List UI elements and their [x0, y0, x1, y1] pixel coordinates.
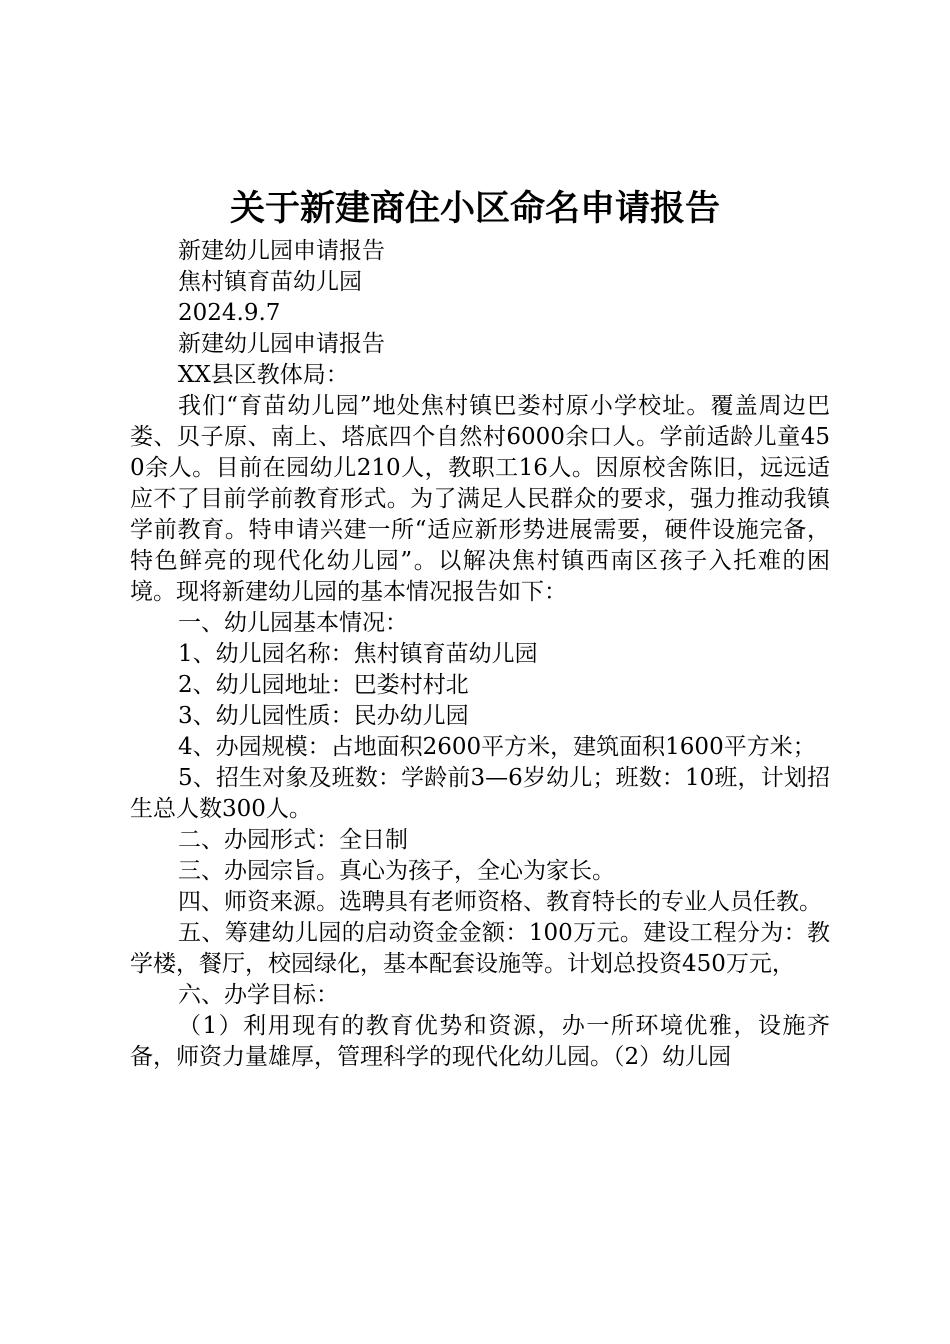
section-heading-4: 四、师资来源。选聘具有老师资格、教育特长的专业人员任教。: [178, 889, 822, 915]
doc-recipient: XX县区教体局：: [178, 362, 349, 388]
section-heading-3: 三、办园宗旨。真心为孩子，全心为家长。: [178, 858, 615, 884]
document-body: [130, 236, 830, 1073]
doc-organization: 焦村镇育苗幼儿园: [178, 269, 362, 295]
list-item-enrollment: 5、招生对象及班数：学龄前3—6岁幼儿；班数：10班，计划招生总人数300人。: [130, 765, 830, 822]
list-item-scale: 4、办园规模：占地面积2600平方米，建筑面积1600平方米；: [178, 734, 816, 760]
section-heading-2: 二、办园形式：全日制: [178, 827, 408, 853]
section-heading-1: 一、幼儿园基本情况：: [178, 610, 408, 636]
section-heading-6: 六、办学目标：: [178, 982, 339, 1008]
doc-intro-paragraph: 我们“育苗幼儿园”地处焦村镇巴娄村原小学校址。覆盖周边巴娄、贝子原、南上、塔底四个自然村6000余口人。学前适龄儿童450余人。目前在园幼儿210人，教职工16人。因原校舍陈旧，远远适应不了目前学前教育形式。为了满足人民群众的要求，强力推动我镇学前教育。特申请兴建一所“适应新形势进展需要，硬件设施完备，特色鲜亮的现代化幼儿园”。以解决焦村镇西南区孩子入托难的困境。现将新建幼儿园的基本情况报告如下：: [130, 393, 830, 605]
doc-subtitle: 新建幼儿园申请报告: [178, 238, 385, 264]
goal-paragraph: （1）利用现有的教育优势和资源，办一所环境优雅，设施齐备，师资力量雄厚，管理科学的现代化幼儿园。（2）幼儿园: [130, 1013, 830, 1070]
list-item-nature: 3、幼儿园性质：民办幼儿园: [178, 703, 469, 729]
doc-date: 2024.9.7: [178, 300, 281, 326]
list-item-address: 2、幼儿园地址：巴娄村村北: [178, 672, 469, 698]
document-title: 关于新建商住小区命名申请报告: [229, 188, 720, 229]
section-heading-5: 五、筹建幼儿园的启动资金金额：100万元。建设工程分为：教学楼，餐厅，校园绿化，基本配套设施等。计划总投资450万元，: [130, 920, 830, 977]
list-item-name: 1、幼儿园名称：焦村镇育苗幼儿园: [178, 641, 538, 667]
doc-subtitle-repeat: 新建幼儿园申请报告: [178, 331, 385, 357]
